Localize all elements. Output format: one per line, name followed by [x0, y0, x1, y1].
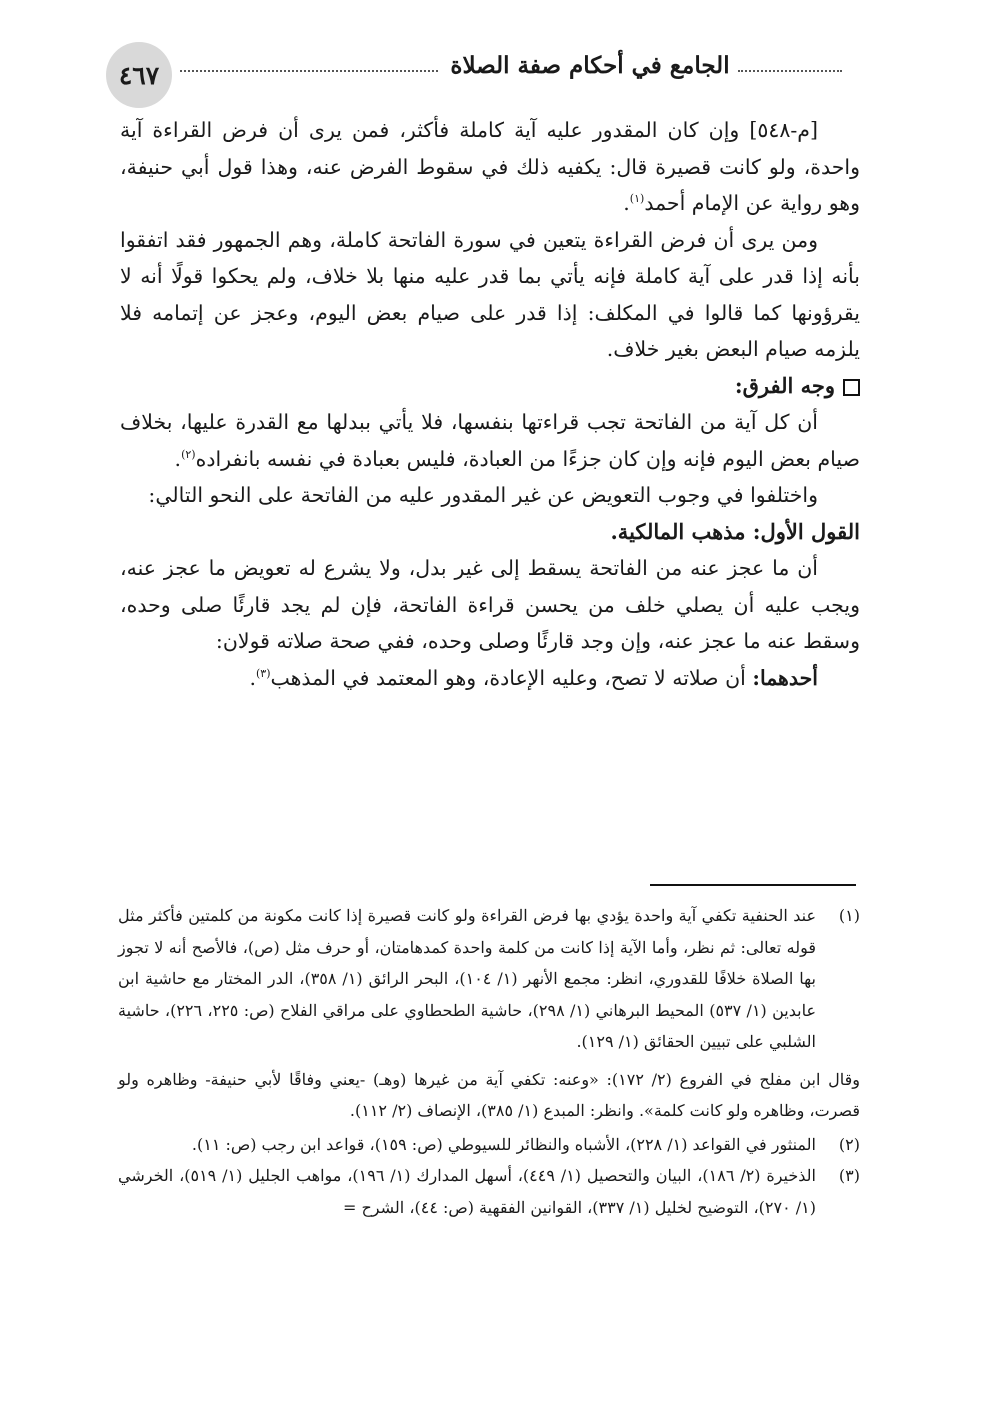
- footnote-ref: (٢): [181, 447, 196, 461]
- footnotes: [118, 900, 860, 1223]
- footnote-3: [118, 1160, 860, 1223]
- footnote-ref: (٣): [255, 666, 271, 680]
- page-number: ٤٦٧: [118, 60, 160, 90]
- section-heading-first-opinion: القول الأول: مذهب المالكية.: [610, 518, 860, 544]
- punctuation: .: [623, 191, 630, 215]
- footnote-number: (٢): [838, 1134, 860, 1154]
- checkbox-square-icon: [843, 379, 860, 396]
- footnote-1: [118, 900, 860, 1058]
- footnote-separator: [650, 884, 856, 886]
- paragraph-text: أن صلاته لا تصح، وعليه الإعادة، وهو المعتمد في المذهب: [270, 665, 746, 690]
- header-dotted-leader-right: [738, 64, 842, 72]
- footnote-number: (٣): [838, 1166, 860, 1185]
- running-title: الجامع في أحكام صفة الصلاة: [450, 52, 730, 79]
- footnote-text: المنثور في القواعد (١/ ٢٢٨)، الأشباه والنظائر للسيوطي (ص: ١٥٩)، قواعد ابن رجب (ص: ١١).: [191, 1134, 816, 1154]
- page-number-badge: [106, 42, 172, 108]
- paragraph: [120, 112, 860, 222]
- punctuation: .: [249, 665, 256, 690]
- footnote-ref: (١): [629, 192, 645, 206]
- footnote-text: عند الحنفية تكفي آية واحدة يؤدي بها فرض القراءة ولو كانت قصيرة إذا كانت مكونة من كلمتين فأكثر مثل قوله تعالى: ثم نظر، وأما الآية إذا كانت من كلمة واحدة كمدهامتان، أو حرف مثل (ص)، فالأصح أنه لا تجوز بها الصلاة خلافًا للقدوري، انظر: مجمع الأنهر (١/ ١٠٤)، البحر الرائق (١/ ٣٥٨)، الدر المختار مع حاشية ابن عابدين (١/ ٥٣٧) المحيط البرهاني (١/ ٢٩٨)، حاشية الطحطاوي على مراقي الفلاح (ص: ٢٢٥، ٢٢٦)، حاشية الشلبي على تبيين الحقائق (١/ ١٢٩).: [118, 906, 817, 1051]
- punctuation: .: [174, 446, 182, 471]
- paragraph-text: [م-٥٤٨] وإن كان المقدور عليه آية كاملة فأكثر، فمن يرى أن فرض القراءة آية واحدة، ولو كانت قصيرة قال: يكفيه ذلك في سقوط الفرض عنه، وهذا قول أبي حنيفة، وهو رواية عن الإمام أحمد: [120, 118, 860, 215]
- paragraph-text: أن كل آية من الفاتحة تجب قراءتها بنفسها، فلا يأتي ببدلها مع القدرة عليها، بخلاف صيام بعض اليوم فإنه وإن كان جزءًا من العبادة، فليس بعبادة في نفسه بانفراده: [120, 410, 860, 471]
- footnote-text: الذخيرة (٢/ ١٨٦)، البيان والتحصيل (١/ ٤٤٩)، أسهل المدارك (١/ ١٩٦)، مواهب الجليل (١/ ٥١٩)، الخرشي (١/ ٢٧٠)، التوضيح لخليل (١/ ٣٣٧)، القوانين الفقهية (ص: ٤٤)، الشرح =: [118, 1166, 816, 1217]
- paragraph: [120, 404, 860, 477]
- bold-label: أحدهما:: [752, 665, 818, 690]
- footnote-number: (١): [838, 906, 860, 925]
- paragraph: واختلفوا في وجوب التعويض عن غير المقدور عليه من الفاتحة على النحو التالي:: [148, 483, 818, 507]
- header-dotted-leader-left: [180, 64, 438, 72]
- paragraph: أن ما عجز عنه من الفاتحة يسقط إلى غير بدل، ولا يشرع له تعويض ما عجز عنه، ويجب عليه أن يصلي خلف من يحسن قراءة الفاتحة، فإن لم يجد قارئًا صلى وحده، وسقط عنه ما عجز عنه، وإن وجد قارئًا وصلى وحده، ففي صحة صلاته قولان:: [120, 556, 860, 653]
- page-header: [100, 40, 860, 100]
- footnote-1-continuation: وقال ابن مفلح في الفروع (٢/ ١٧٢): «وعنه: تكفي آية من غيرها (وهـ) -يعني وفاقًا لأبي حنيفة- وظاهره ولو قصرت، وظاهره ولو كانت كلمة». وانظر: المبدع (١/ ٣٨٥)، الإنصاف (٢/ ١١٢).: [118, 1069, 861, 1120]
- footnote-2: [118, 1129, 860, 1161]
- main-text: [120, 112, 860, 696]
- paragraph: ومن يرى أن فرض القراءة يتعين في سورة الفاتحة كاملة، وهم الجمهور فقد اتفقوا بأنه إذا قدر على آية كاملة فإنه يأتي بما قدر عليه منها بلا خلاف، ولم يحكوا قولًا أنه لا يقرؤونها كما قالوا في المكلف: إذا قدر على صيام بعض اليوم، وعجز عن إتمامه فلا يلزمه صيام البعض بغير خلاف.: [120, 227, 860, 361]
- paragraph: [120, 660, 860, 697]
- heading-text: وجه الفرق:: [734, 372, 835, 398]
- section-heading-difference: [120, 368, 860, 405]
